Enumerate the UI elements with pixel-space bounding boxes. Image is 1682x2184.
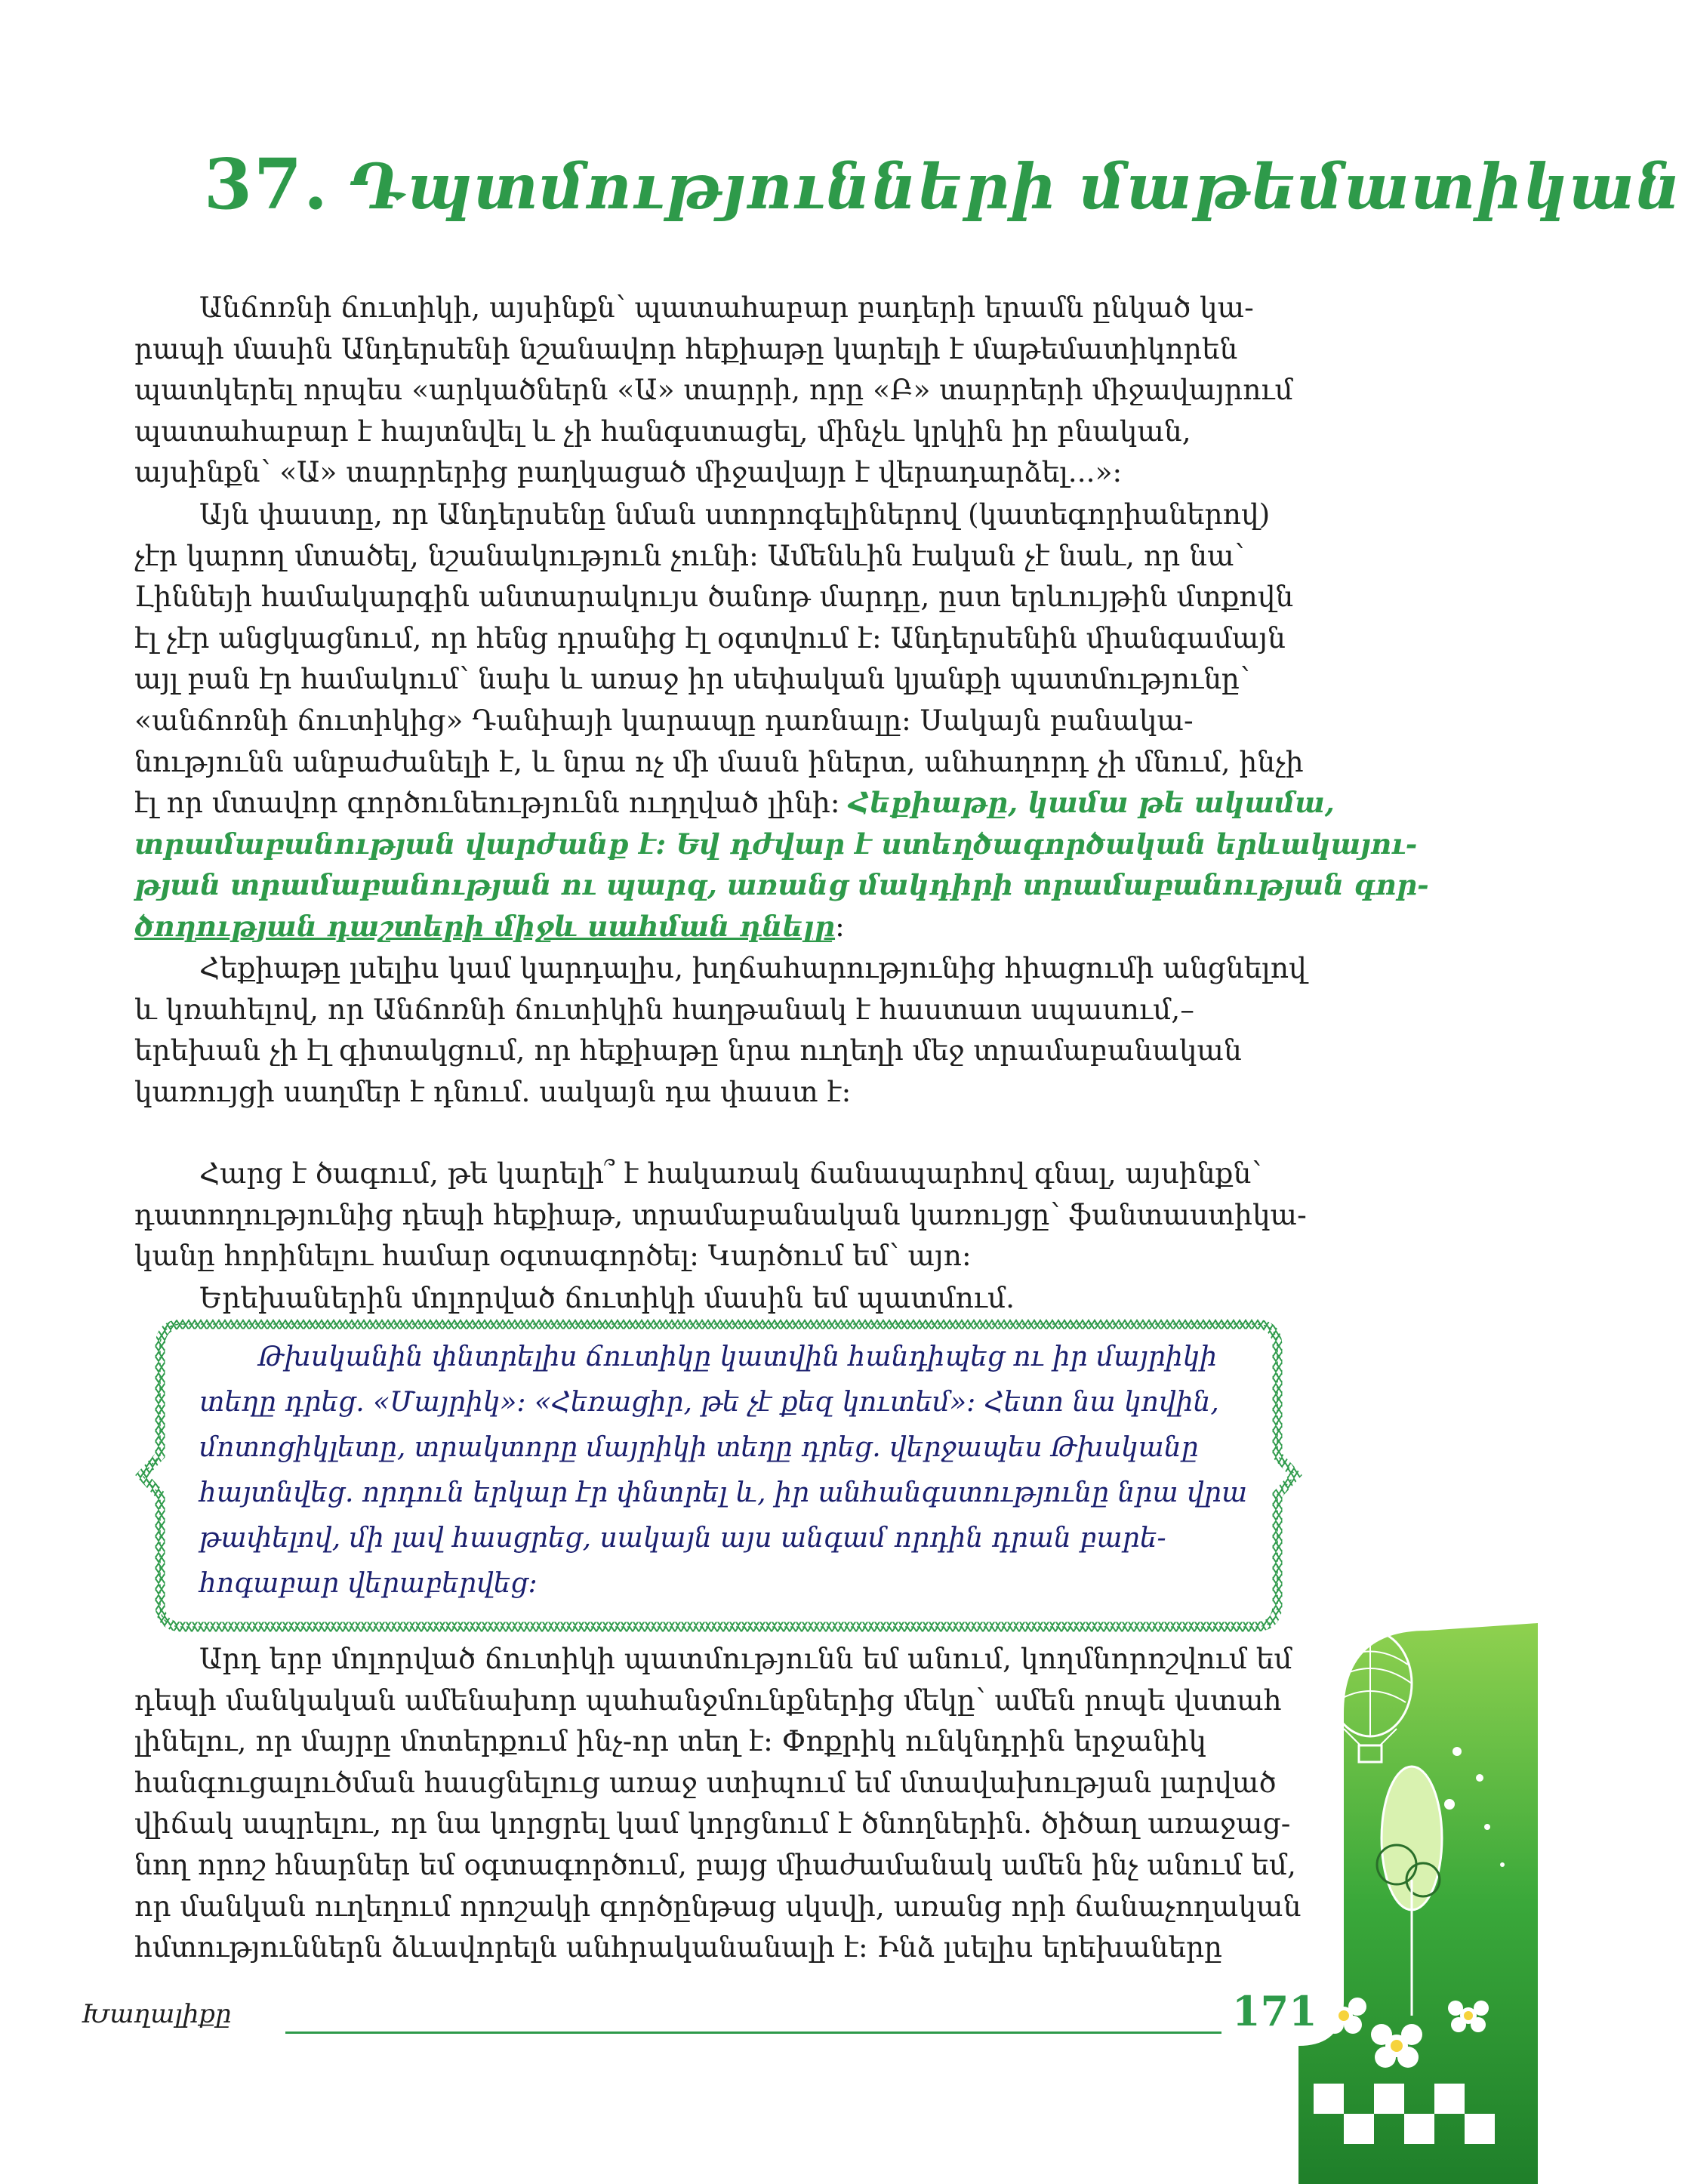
text-line: դատողությունից դեպի հեքիաթ, տրամաբանական կառույցը՝ ֆանտաստիկա- xyxy=(134,1197,1307,1231)
text-line: «անճոռնի ճուտիկից» Դանիայի կարապը դառնալը: Սակայն բանակա- xyxy=(134,703,1194,737)
paragraph-5 xyxy=(134,1277,1308,1319)
story-box xyxy=(137,1320,1300,1631)
story-text xyxy=(199,1335,1286,1606)
highlighted-text: Հեքիաթը, կամա թե ակամա, xyxy=(849,786,1335,820)
chapter-number: 37. xyxy=(204,143,330,225)
text-line: կանը հորինելու համար օգտագործել: Կարծում եմ՝ այո: xyxy=(134,1239,972,1273)
highlighted-text: տրամաբանության վարժանք է: Եվ դժվար է ստեղծագործական երևակայու- xyxy=(134,827,1418,861)
text-line: այլ բան էր համակում՝ նախ և առաջ իր սեփական կյանքի պատմությունը՝ xyxy=(134,662,1250,696)
text-line: կառույցի սաղմեր է դնում. սակայն դա փաստ է: xyxy=(134,1074,852,1108)
text-line: րապի մասին Անդերսենի նշանավոր հեքիաթը կարելի է մաթեմատիկորեն xyxy=(134,331,1238,365)
page-number: 171 xyxy=(1232,1987,1317,2035)
text-line: նող որոշ հնարներ եմ օգտագործում, բայց միաժամանակ ամեն ինչ անում եմ, xyxy=(134,1847,1296,1881)
story-line: տեղը դրեց. «Մայրիկ»: «Հեռացիր, թե չէ քեզ կուտեմ»: Հետո նա կովին, xyxy=(199,1387,1219,1418)
text-line: էլ չէր անցկացնում, որ հենց դրանից էլ օգտվում է: Անդերսենին միանգամայն xyxy=(134,621,1286,655)
text-line: Անճոռնի ճուտիկի, այսինքն՝ պատահաբար բադերի երամն ընկած կա- xyxy=(199,291,1254,324)
story-line: մոտոցիկլետը, տրակտորը մայրիկի տեղը դրեց. վերջապես Թխսկանը xyxy=(199,1432,1199,1463)
text-line: հանգուցալուծման հասցնելուց առաջ ստիպում եմ մտավախության լարված xyxy=(134,1765,1277,1799)
paragraph-6 xyxy=(134,1638,1302,1968)
text-line: և կռահելով, որ Անճոռնի ճուտիկին հաղթանակ է հաստատ սպասում,– xyxy=(134,992,1194,1026)
text-line: Այն փաստը, որ Անդերսենը նման ստորոգելիներով (կատեգորիաներով) xyxy=(199,497,1271,531)
text-line: երեխան չի էլ գիտակցում, որ հեքիաթը նրա ուղեղի մեջ տրամաբանական xyxy=(134,1033,1242,1067)
text-line: Լիննեյի համակարգին անտարակույս ծանոթ մարդը, ըստ երևույթին մտքովն xyxy=(134,580,1294,614)
text-line xyxy=(134,906,1308,947)
corner-decoration xyxy=(1298,1623,1538,2184)
story-line: թափելով, մի լավ հասցրեց, սակայն այս անգամ որդին դրան բարե- xyxy=(199,1523,1166,1554)
text-line: դեպի մանկական ամենախոր պահանջմունքներից մեկը՝ ամեն րոպե վստահ xyxy=(134,1683,1282,1717)
highlighted-text: թյան տրամաբանության ու պարզ, առանց մակդիրի տրամաբանության գոր- xyxy=(134,868,1429,902)
story-line: Թխսկանին փնտրելիս ճուտիկը կատվին հանդիպեց ու իր մայրիկի xyxy=(258,1342,1218,1372)
text-line: լինելու, որ մայրը մոտերքում ինչ-որ տեղ է: Փոքրիկ ունկնդրին երջանիկ xyxy=(134,1724,1206,1758)
text-line: պատկերել որպես «արկածներն «Ա» տարրի, որը «Բ» տարրերի միջավայրում xyxy=(134,373,1293,407)
text-fragment: էլ որ մտավոր գործունեությունն ուղղված լինի: xyxy=(134,786,840,820)
text-line: հմտություններն ձևավորելն անհրականանալի է: Ինձ լսելիս երեխաները xyxy=(134,1930,1223,1964)
text-line: այսինքն՝ «Ա» տարրերից բաղկացած միջավայր է վերադարձել...»: xyxy=(134,455,1123,489)
footer-book-title: Խաղալիքը xyxy=(82,1999,232,2029)
text-line: Երեխաներին մոլորված ճուտիկի մասին եմ պատմում. xyxy=(199,1281,1015,1314)
story-line: հոգաբար վերաբերվեց: xyxy=(199,1568,538,1599)
paragraph-3 xyxy=(134,947,1308,1112)
chapter-title xyxy=(204,143,1682,225)
footer-rule xyxy=(285,2032,1221,2034)
text-line xyxy=(134,782,1335,824)
text-line: պատահաբար է հայտնվել և չի հանգստացել, մինչև կրկին իր բնական, xyxy=(134,414,1191,448)
chapter-title-text: Դպտմությունների մաթեմատիկան xyxy=(349,151,1682,223)
end-punctuation: : xyxy=(835,909,845,943)
story-line: հայտնվեց. որդուն երկար էր փնտրել և, իր անհանգստությունը նրա վրա xyxy=(199,1477,1248,1508)
text-line: նությունն անբաժանելի է, և նրա ոչ մի մասն իներտ, անհաղորդ չի մնում, ինչի xyxy=(134,744,1304,778)
text-line: Հարց է ծագում, թե կարելի՞ է հակառակ ճանապարհով գնալ, այսինքն՝ xyxy=(199,1157,1262,1190)
highlighted-text: ծողության դաշտերի միջև սահման դնելը xyxy=(134,909,836,943)
text-line: Արդ երբ մոլորված ճուտիկի պատմությունն եմ անում, կողմնորոշվում եմ xyxy=(199,1642,1292,1675)
paragraph-1 xyxy=(134,287,1308,493)
paragraph-4 xyxy=(134,1153,1308,1277)
text-line: վիճակ ապրելու, որ նա կորցրել կամ կորցնում է ծնողներին. ծիծաղ առաջաց- xyxy=(134,1807,1291,1841)
text-line: Հեքիաթը լսելիս կամ կարդալիս, խղճահարությունից հիացումի անցնելով xyxy=(199,951,1307,984)
text-line: որ մանկան ուղեղում որոշակի գործընթաց սկսվի, առանց որի ճանաչողական xyxy=(134,1889,1302,1923)
text-line: չէր կարող մտածել, նշանակություն չունի: Ամենևին էական չէ նաև, որ նա՝ xyxy=(134,538,1245,572)
paragraph-2 xyxy=(134,494,1429,947)
